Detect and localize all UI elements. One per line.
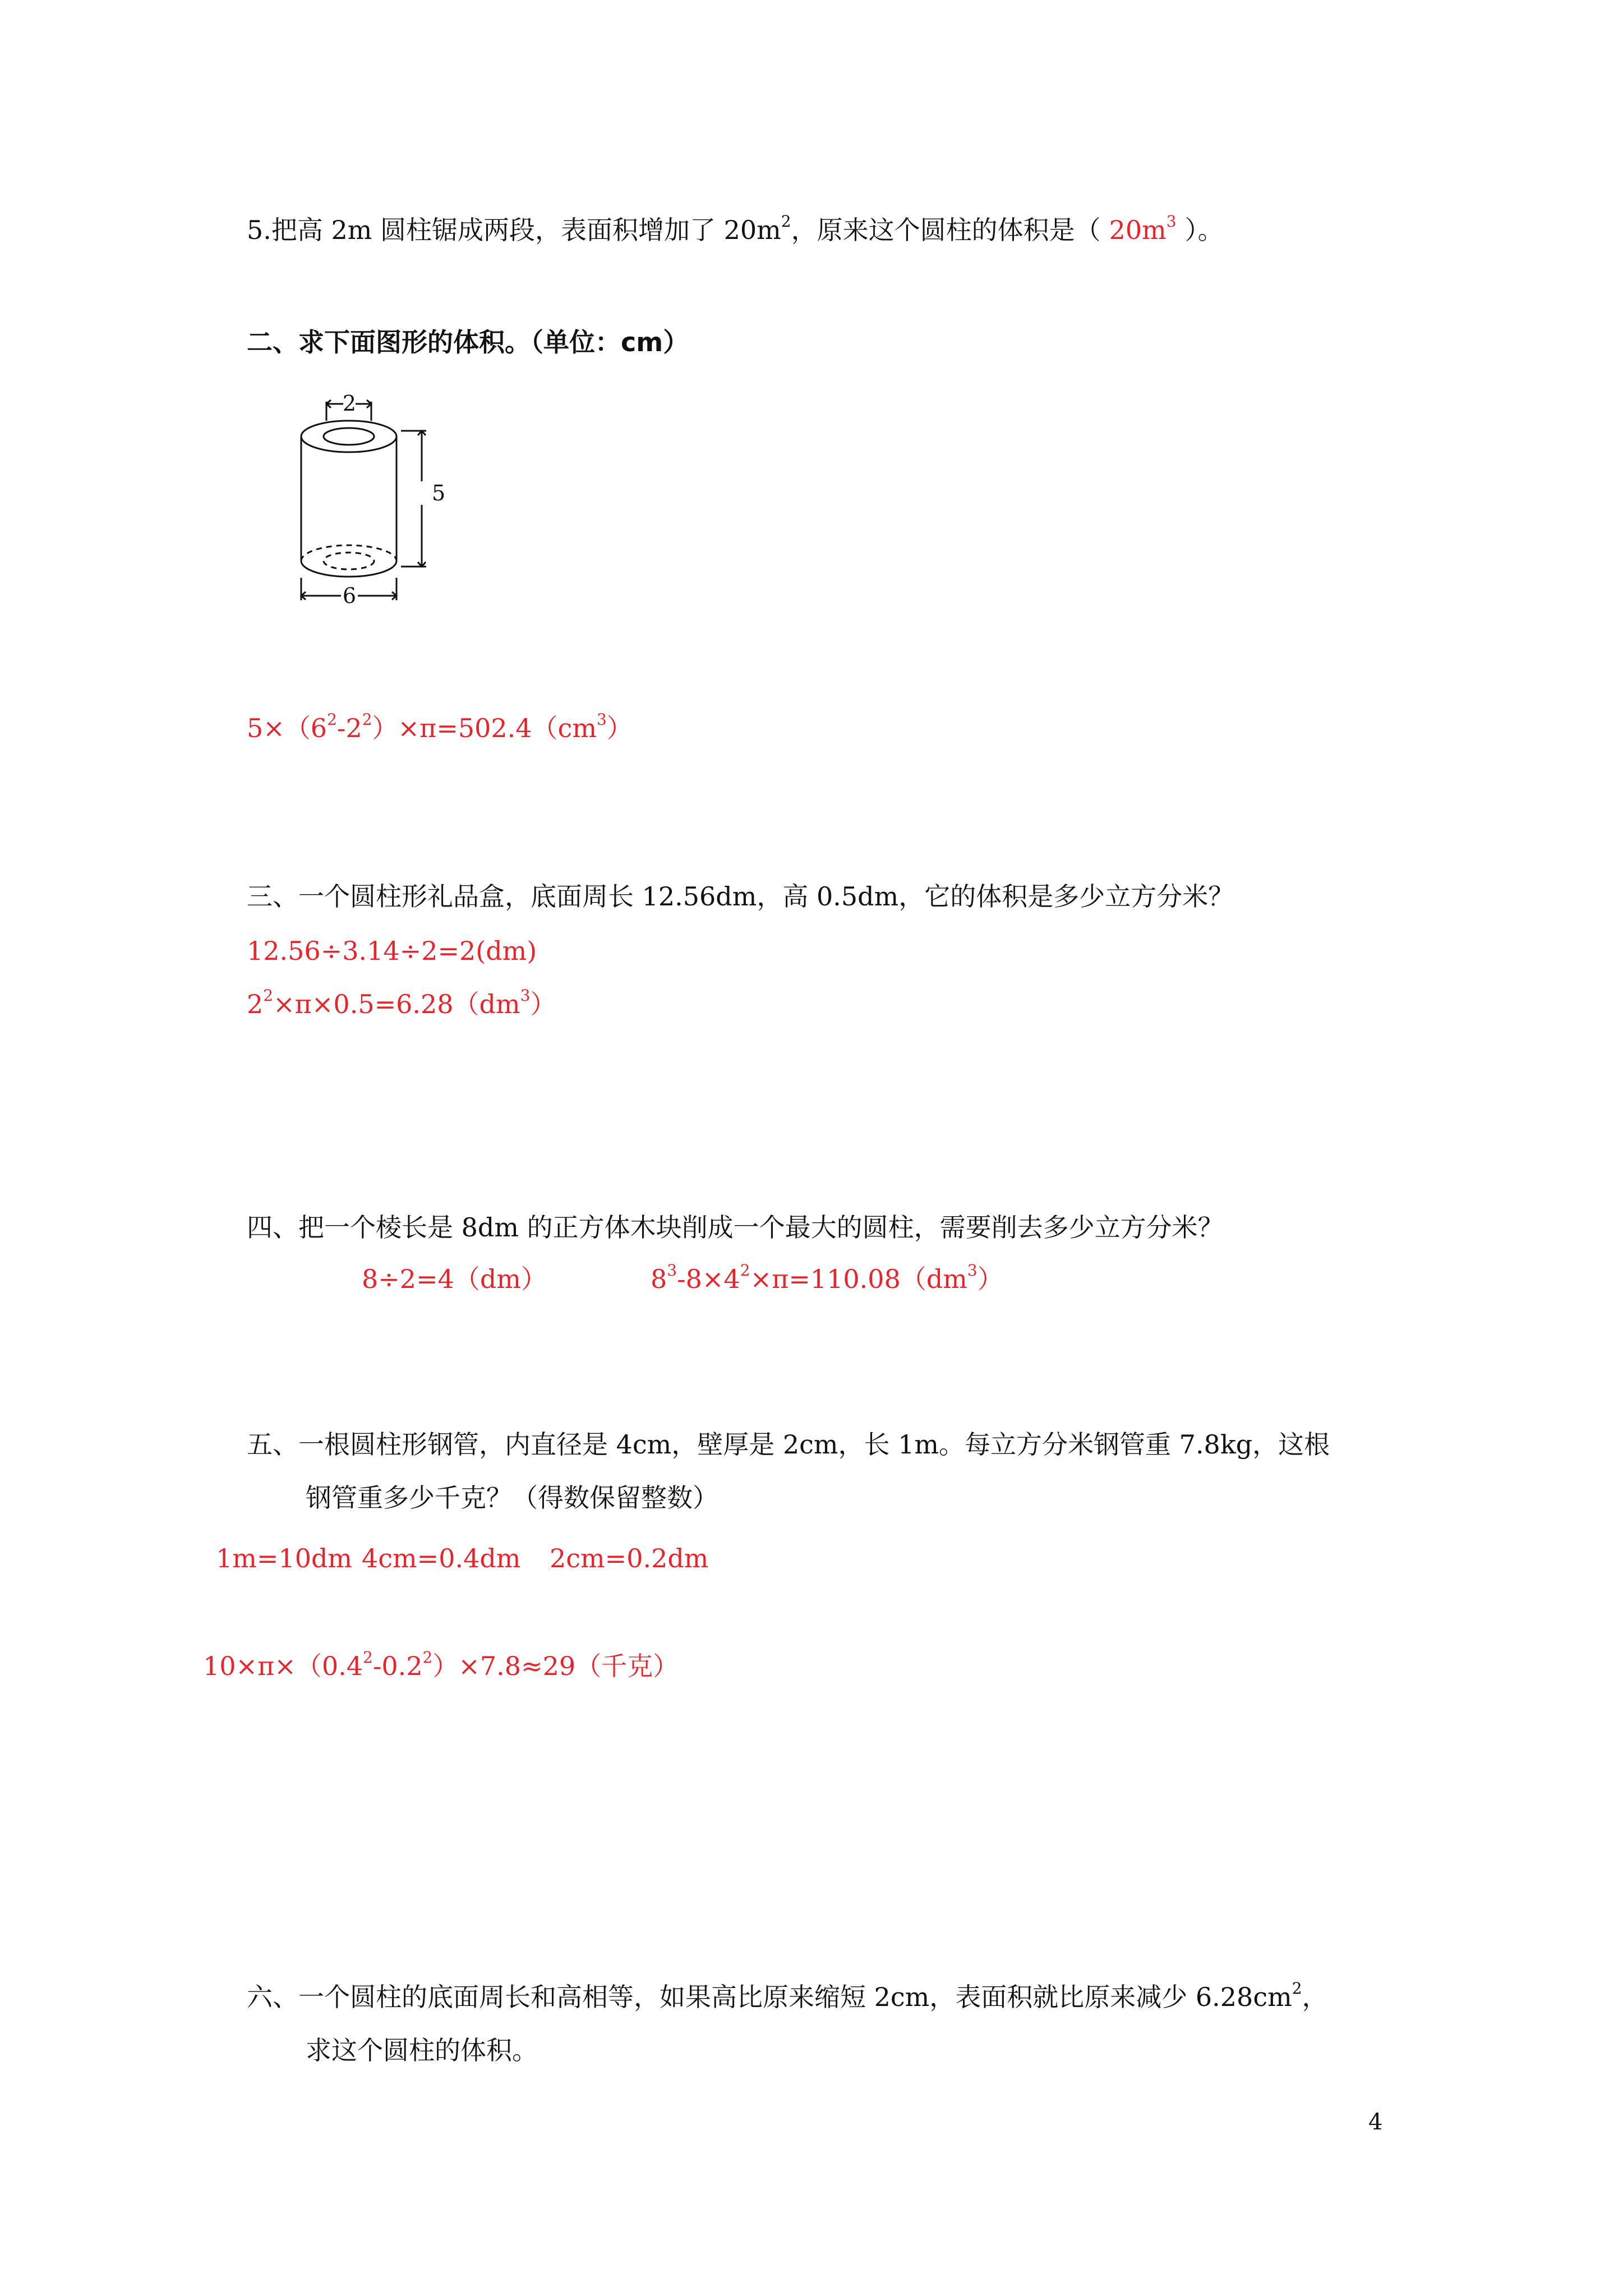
- sec5-conversion-3: 2cm=0.2dm: [550, 1543, 709, 1573]
- sec4-answer-2: $8^3-8\times 4^2\times\pi=110.08(dm^3)$: [651, 1261, 1003, 1294]
- figure-bottom-label: 6: [342, 583, 357, 608]
- q5-text-post: ）。: [1184, 215, 1224, 245]
- q5-answer: $20m^3$: [1109, 212, 1177, 245]
- q5-text-mid: ，原来这个圆柱的体积是（: [791, 215, 1101, 245]
- q5-text-pre: 5.把高 2m 圆柱锯成两段，表面积增加了 20m: [247, 215, 781, 245]
- figure-top-label: 2: [342, 391, 357, 416]
- sec5-conversion-1: 1m=10dm: [216, 1543, 353, 1573]
- sec2-answer: $5\times(6^2-2^2)\times\pi=502.4(cm^3)$: [247, 710, 633, 743]
- sec3-answer-line1: 12.56÷3.14÷2=2(dm): [247, 936, 537, 966]
- sec4-answer-1: 8÷2=4（dm）: [362, 1264, 547, 1294]
- figure-side-label: 5: [432, 481, 446, 505]
- page-number: 4: [1368, 2109, 1383, 2135]
- sec5-conversion-2: 4cm=0.4dm: [362, 1543, 521, 1573]
- sec3-question: 三、一个圆柱形礼品盒，底面周长 12.56dm，高 0.5dm，它的体积是多少立方分米？: [247, 881, 1234, 912]
- q5-line: [247, 213, 1224, 247]
- sec2-title: 二、求下面图形的体积。（单位：cm）: [247, 327, 689, 357]
- sec3-answer-line2: $2^2\times\pi\times 0.5=6.28(dm^3)$: [247, 986, 556, 1019]
- cylinder-figure: [292, 376, 460, 617]
- sec5-question-line1: 五、一根圆柱形钢管，内直径是 4cm，壁厚是 2cm，长 1m。每立方分米钢管重 7.8kg，这根: [247, 1429, 1330, 1460]
- sec6-question-line1: 六、一个圆柱的底面周长和高相等，如果高比原来缩短 2cm，表面积就比原来减少 $6.28cm^2$，: [247, 1979, 1328, 2012]
- sec4-question: 四、把一个棱长是 8dm 的正方体木块削成一个最大的圆柱，需要削去多少立方分米？: [247, 1212, 1224, 1243]
- sec5-question-line2: 钢管重多少千克？（得数保留整数）: [306, 1483, 718, 1513]
- q5-sup-area: 2: [781, 212, 791, 231]
- sec5-answer: $10\times\pi\times(0.4^2-0.2^2)\times 7.8\approx 29$（千克）: [203, 1648, 679, 1681]
- sec6-question-line2: 求这个圆柱的体积。: [306, 2035, 538, 2065]
